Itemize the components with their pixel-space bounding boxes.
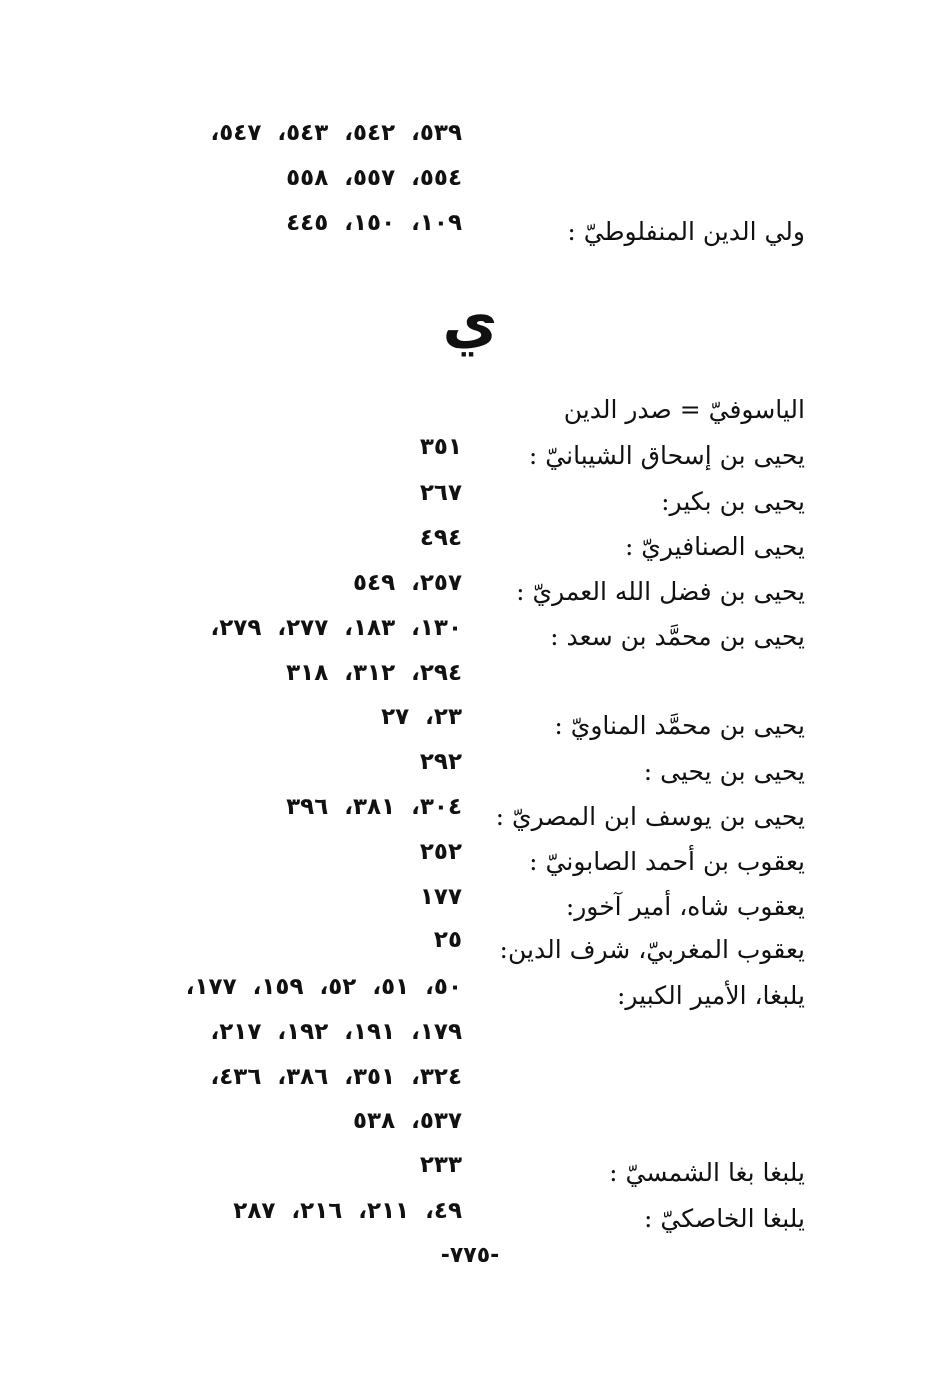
page-refs-line: ٢٣٣ bbox=[419, 1152, 462, 1178]
section-letter-heading: ي bbox=[442, 287, 498, 357]
entry-name: يلبغا الخاصكيّ : bbox=[644, 1204, 805, 1233]
page-refs-line: ٣٢٤، ٣٥١، ٣٨٦، ٤٣٦، bbox=[210, 1064, 462, 1090]
entry-name: يحيى بن محمَّد بن سعد : bbox=[550, 622, 805, 651]
page-refs-line: ٢٣، ٢٧ bbox=[381, 704, 462, 730]
entry-name: يعقوب بن أحمد الصابونيّ : bbox=[529, 847, 805, 876]
entry-name: يلبغا، الأمير الكبير: bbox=[616, 981, 805, 1010]
page-refs-line: ٥٠، ٥١، ٥٢، ١٥٩، ١٧٧، bbox=[185, 974, 462, 1000]
entry-name: يحيى بن يوسف ابن المصريّ : bbox=[495, 802, 805, 831]
page-number: -٧٧٥- bbox=[440, 1243, 500, 1268]
page-refs-line: ٤٩، ٢١١، ٢١٦، ٢٨٧ bbox=[233, 1198, 462, 1224]
entry-name: يحيى بن إسحاق الشيبانيّ : bbox=[528, 441, 805, 470]
page-refs-line: ١٧٧ bbox=[419, 884, 462, 910]
page-refs-line: ٢٦٧ bbox=[419, 480, 462, 506]
page-refs-line: ٢٥٧، ٥٤٩ bbox=[353, 570, 462, 596]
entry-name: الياسوفيّ = صدر الدين bbox=[563, 395, 805, 424]
page-refs-line: ٢٩٤، ٣١٢، ٣١٨ bbox=[286, 660, 462, 686]
page-refs-line: ٥٣٧، ٥٣٨ bbox=[353, 1108, 462, 1134]
page-refs-line: ١٧٩، ١٩١، ١٩٢، ٢١٧، bbox=[210, 1019, 462, 1045]
page-refs-line: ٣٥١ bbox=[419, 434, 462, 460]
entry-name: يعقوب المغربيّ، شرف الدين: bbox=[499, 935, 805, 964]
entry-name: يعقوب شاه، أمير آخور: bbox=[565, 892, 805, 921]
entry-name: يحيى بن فضل الله العمريّ : bbox=[516, 577, 805, 606]
page-refs-line: ٥٣٩، ٥٤٢، ٥٤٣، ٥٤٧، bbox=[210, 120, 462, 146]
entry-name: يلبغا بغا الشمسيّ : bbox=[609, 1158, 805, 1187]
entry-name: يحيى بن بكير: bbox=[661, 487, 805, 516]
page-refs-line: ٢٩٢ bbox=[419, 749, 462, 775]
page-refs-line: ١٣٠، ١٨٣، ٢٧٧، ٢٧٩، bbox=[210, 615, 462, 641]
page-refs-line: ٣٠٤، ٣٨١، ٣٩٦ bbox=[286, 794, 462, 820]
page-refs-line: ١٠٩، ١٥٠، ٤٤٥ bbox=[286, 210, 462, 236]
entry-name: يحيى بن يحيى : bbox=[643, 757, 805, 786]
entry-name: يحيى بن محمَّد المناويّ : bbox=[554, 711, 805, 740]
entry-name: ولي الدين المنفلوطيّ : bbox=[567, 217, 805, 246]
entry-name: يحيى الصنافيريّ : bbox=[624, 532, 805, 561]
page-refs-line: ٢٥ bbox=[433, 927, 462, 953]
page-refs-line: ٤٩٤ bbox=[419, 525, 462, 551]
page-refs-line: ٥٥٤، ٥٥٧، ٥٥٨ bbox=[286, 165, 462, 191]
page-refs-line: ٢٥٢ bbox=[419, 839, 462, 865]
